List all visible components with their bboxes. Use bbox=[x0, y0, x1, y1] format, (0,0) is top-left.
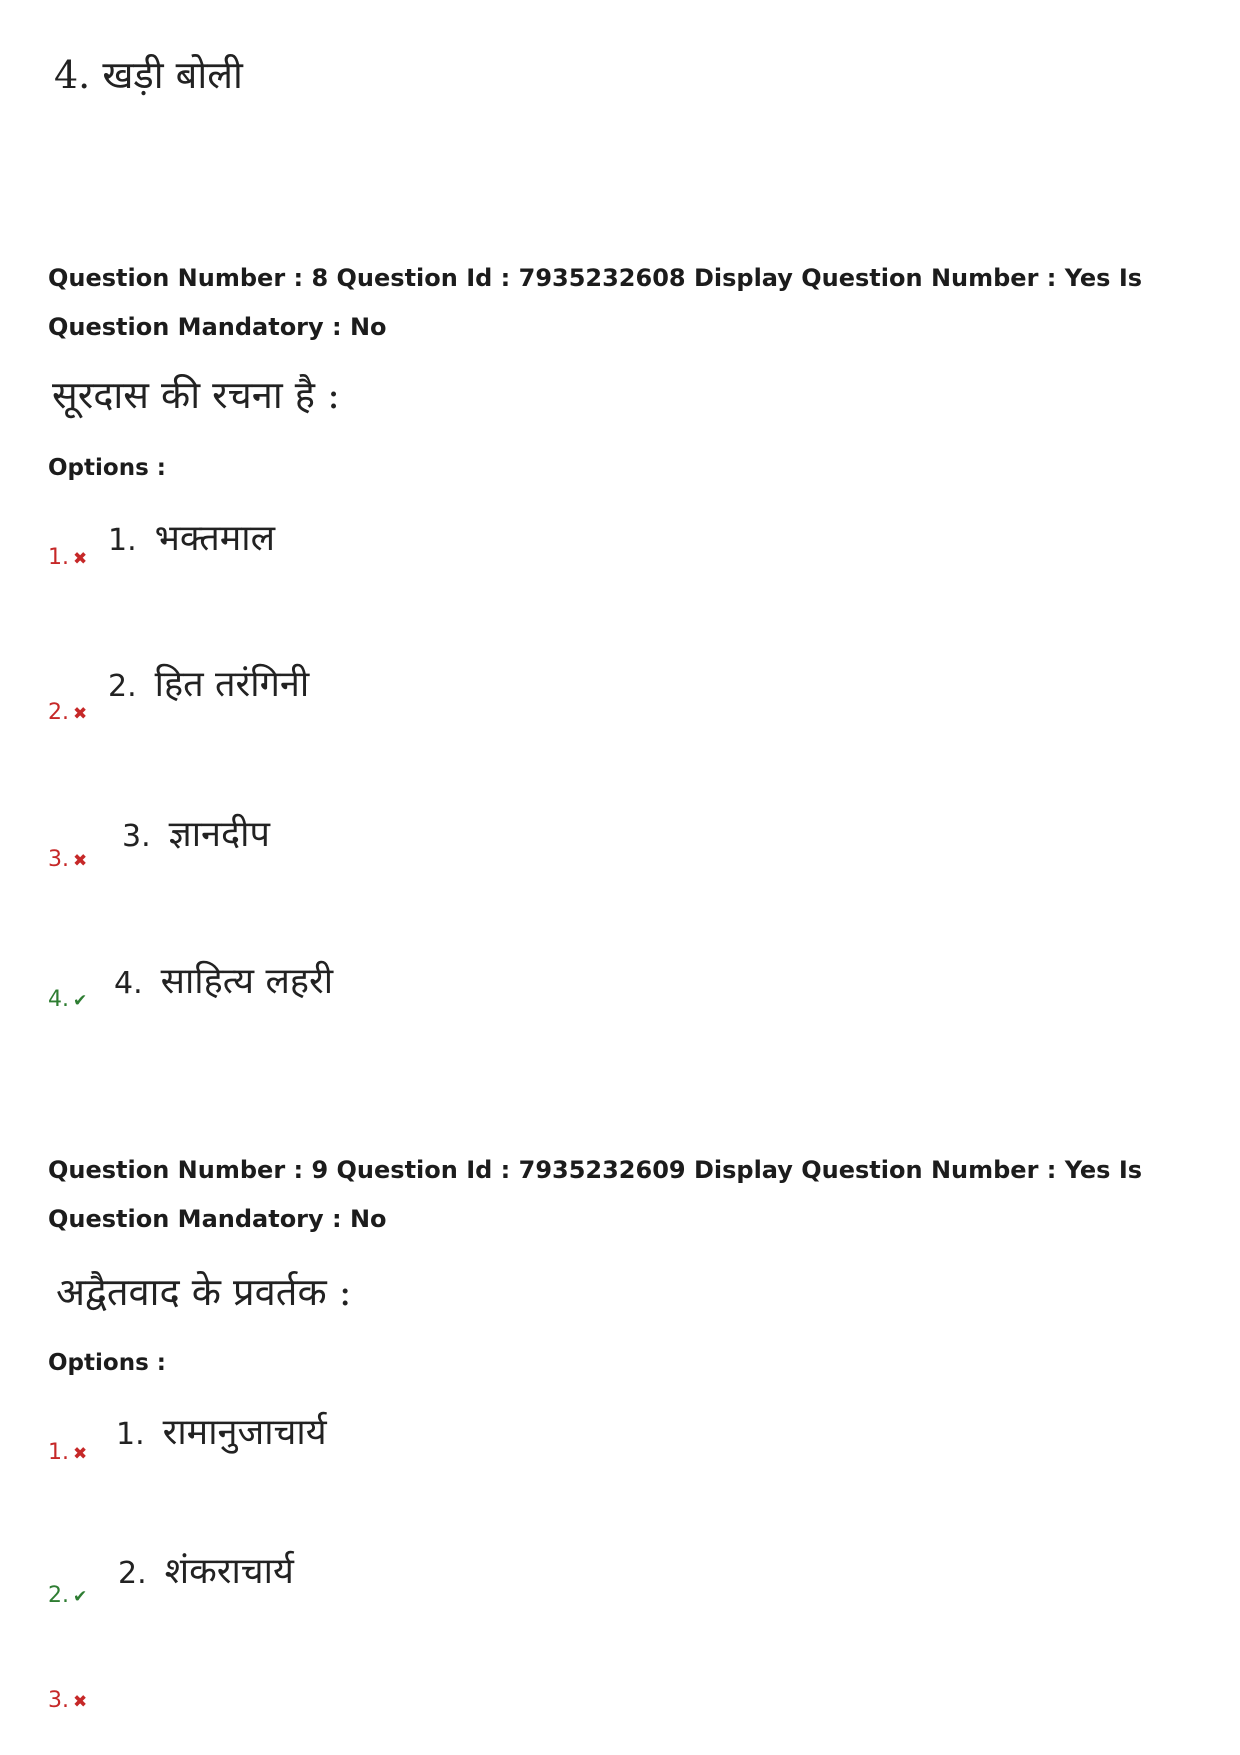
option-text-8-2: 2. हित तरंगिनी bbox=[108, 664, 310, 705]
cross-icon: ✖ bbox=[73, 549, 88, 569]
option-marker-8-1: 1. ✖ bbox=[48, 545, 88, 570]
cross-icon: ✖ bbox=[73, 1444, 88, 1464]
option-marker-8-3: 3. ✖ bbox=[48, 847, 88, 872]
cross-icon: ✖ bbox=[73, 704, 88, 724]
option-marker-8-2: 2. ✖ bbox=[48, 700, 88, 725]
options-label-8: Options : bbox=[48, 455, 166, 481]
option-text-8-3: 3. ज्ञानदीप bbox=[122, 814, 270, 855]
check-icon: ✔ bbox=[73, 1587, 88, 1607]
option-text-8-4: 4. साहित्य लहरी bbox=[114, 961, 334, 1002]
cross-icon: ✖ bbox=[73, 1692, 88, 1712]
option-marker-9-2: 2. ✔ bbox=[48, 1583, 88, 1608]
cross-icon: ✖ bbox=[73, 851, 88, 871]
question-meta-8: Question Number : 8 Question Id : 7935232608 Display Question Number : Yes Is Question Mandatory : No bbox=[48, 264, 1143, 341]
question-text-9: अद्वैतवाद के प्रवर्तक : bbox=[56, 1270, 352, 1314]
check-icon: ✔ bbox=[73, 991, 88, 1011]
option-marker-9-1: 1. ✖ bbox=[48, 1440, 88, 1465]
option-marker-8-4: 4. ✔ bbox=[48, 987, 88, 1012]
option-text-9-2: 2. शंकराचार्य bbox=[118, 1551, 294, 1592]
previous-option-fragment: 4. खड़ी बोली bbox=[54, 53, 243, 97]
option-marker-9-3: 3. ✖ bbox=[48, 1688, 88, 1713]
option-text-9-1: 1. रामानुजाचार्य bbox=[116, 1412, 327, 1453]
question-text-8: सूरदास की रचना है : bbox=[52, 373, 340, 417]
options-label-9: Options : bbox=[48, 1350, 166, 1376]
option-text-8-1: 1. भक्तमाल bbox=[108, 518, 276, 559]
question-meta-9: Question Number : 9 Question Id : 7935232609 Display Question Number : Yes Is Question Mandatory : No bbox=[48, 1156, 1143, 1233]
